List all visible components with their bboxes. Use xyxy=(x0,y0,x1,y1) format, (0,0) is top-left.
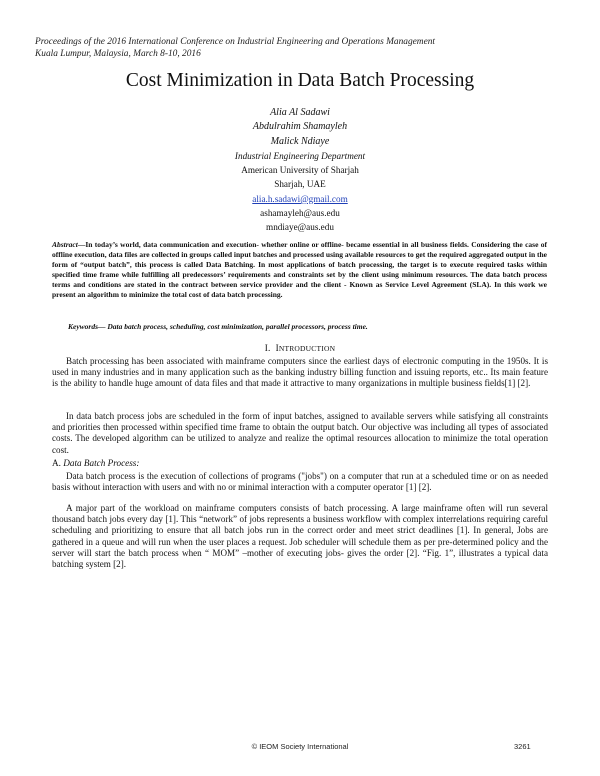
location-line: Kuala Lumpur, Malaysia, March 8-10, 2016 xyxy=(35,49,201,59)
location: Sharjah, UAE xyxy=(274,179,326,190)
subsection-heading xyxy=(52,458,139,468)
subsection-title: Data Batch Process: xyxy=(63,458,140,468)
university: American University of Sharjah xyxy=(241,165,359,176)
email: ashamayleh@aus.edu xyxy=(260,208,340,219)
paragraph: Data batch process is the execution of collections of programs ("jobs") on a computer that run at a scheduled time or on as needed basis without interaction with users and with no or minimal interaction with a computer operator [1] [2]. xyxy=(52,471,548,493)
page-number: 3261 xyxy=(514,742,531,751)
author-name: Malick Ndiaye xyxy=(270,135,330,147)
paragraph: In data batch process jobs are scheduled in the form of input batches, assigned to available servers while satisfying all constraints and priorities then processed within specified time frame to obtain the output batch. Our objective was including all types of associated costs. The developed algorithm can be utilized to analyze and realize the optimal resources allocation to minimize the total operation cost. xyxy=(52,411,548,455)
section-title-initial: I xyxy=(275,343,279,353)
paragraph: A major part of the workload on mainframe computers consists of batch processing. A large mainframe often will run several thousand batch jobs every day [1]. This “network” of jobs represents a business workflow with complex interrelations requiring careful scheduling and prioritizing to ensure that all batch jobs run in the correct order and meet strict deadlines [1]. In general, Jobs are gathered in a queue and will run when the user places a request. Job scheduler will schedule them as per pre-determined policy and the server will start the batch process when “ MOM” –mother of executing jobs- gives the order [2]. “Fig. 1”, illustrates a typical data batching system [2]. xyxy=(52,503,548,570)
abstract xyxy=(52,240,547,300)
author-name: Alia Al Sadawi xyxy=(270,107,330,118)
running-header xyxy=(35,36,435,60)
email: mndiaye@aus.edu xyxy=(266,222,334,233)
section-heading-introduction xyxy=(0,343,600,353)
paper-title: Cost Minimization in Data Batch Processing xyxy=(125,70,475,91)
email-link[interactable]: alia.h.sadawi@gmail.com xyxy=(252,193,348,204)
footer-copyright: © IEOM Society International xyxy=(251,742,349,751)
section-number: I. xyxy=(264,343,271,353)
abstract-label: Abstract xyxy=(52,240,78,249)
author-block xyxy=(0,106,600,235)
section-title-rest: NTRODUCTION xyxy=(278,344,336,353)
keywords: Keywords— Data batch process, scheduling, cost minimization, parallel processors, process time. xyxy=(68,322,368,331)
paragraph: Batch processing has been associated with mainframe computers since the earliest days of electronic computing in the 1950s. It is used in many industries and in many application such as the banking industry billing function and issuing reports, etc.. Its main feature is the ability to handle huge amount of data files and that made it attractive to many organizations in multiple business fields[1] [2]. xyxy=(52,356,548,389)
department: Industrial Engineering Department xyxy=(234,150,366,161)
conference-line: Proceedings of the 2016 International Conference on Industrial Engineering and Operations Management xyxy=(35,37,436,47)
abstract-text: —In today’s world, data communication and execution- whether online or offline- became essential in all business fields. Considering the case of offline execution, data files are collected in groups called input batches and processed using available resources to get the required aggregated output in the form of “output batch”, this process is called Data Batching. In most applications of batch processing, the target is to execute required tasks within specified time frame while fulfilling all predecessors’ requirements and constraints set by the client using minimum resources. The data batch process terms and conditions are stated in the contract between service provider and the client - Known as Service Level Agreement (SLA). In this work we present an algorithm to minimize the total cost of data batch processing. xyxy=(52,240,547,299)
author-name: Abdulrahim Shamayleh xyxy=(252,121,348,133)
subsection-prefix: A. xyxy=(52,458,61,468)
